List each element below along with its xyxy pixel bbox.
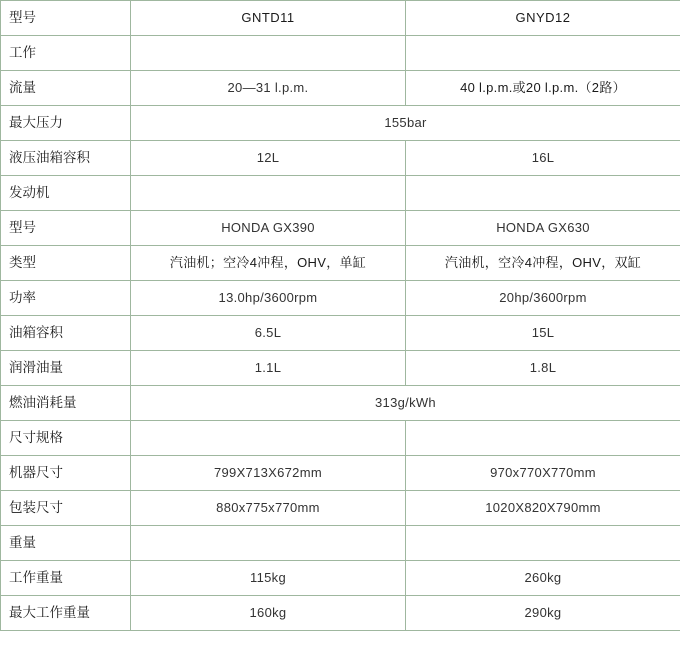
row-label-power: 功率 <box>1 281 131 316</box>
row-label-hydraulic-tank: 液压油箱容积 <box>1 141 131 176</box>
row-value-engine-type-col1: 汽油机；空冷4冲程，OHV，单缸 <box>131 246 406 281</box>
row-value-power-col1: 13.0hp/3600rpm <box>131 281 406 316</box>
table-row-hydraulic-tank <box>1 141 680 176</box>
section-row-work <box>1 36 680 71</box>
row-value-flow-col2: 40 l.p.m.或20 l.p.m.（2路） <box>406 71 680 106</box>
table-row-fuel-consumption <box>1 386 680 421</box>
row-value-package-size-col1: 880x775x770mm <box>131 491 406 526</box>
row-label-engine-type: 类型 <box>1 246 131 281</box>
row-value-fuel-consumption: 313g/kWh <box>131 386 680 421</box>
row-value-lubricant-col2: 1.8L <box>406 351 680 386</box>
table-row-fuel-tank <box>1 316 680 351</box>
row-value-power-col2: 20hp/3600rpm <box>406 281 680 316</box>
row-value-lubricant-col1: 1.1L <box>131 351 406 386</box>
row-label-max-working-weight: 最大工作重量 <box>1 596 131 631</box>
row-value-engine-model-col2: HONDA GX630 <box>406 211 680 246</box>
section-filler-dimensions-1 <box>131 421 406 456</box>
row-value-engine-model-col1: HONDA GX390 <box>131 211 406 246</box>
section-row-engine <box>1 176 680 211</box>
section-row-dimensions <box>1 421 680 456</box>
row-value-max-working-weight-col1: 160kg <box>131 596 406 631</box>
table-row-engine-model <box>1 211 680 246</box>
section-row-weight <box>1 526 680 561</box>
header-model-gnyd12: GNYD12 <box>406 1 680 36</box>
row-value-flow-col1: 20—31 l.p.m. <box>131 71 406 106</box>
row-label-package-size: 包装尺寸 <box>1 491 131 526</box>
row-value-hydraulic-tank-col2: 16L <box>406 141 680 176</box>
row-label-flow: 流量 <box>1 71 131 106</box>
row-label-fuel-consumption: 燃油消耗量 <box>1 386 131 421</box>
row-label-working-weight: 工作重量 <box>1 561 131 596</box>
row-value-fuel-tank-col2: 15L <box>406 316 680 351</box>
table-header-row <box>1 1 680 36</box>
row-value-working-weight-col1: 115kg <box>131 561 406 596</box>
specification-table-body <box>1 1 680 631</box>
table-row-working-weight <box>1 561 680 596</box>
row-label-engine-model: 型号 <box>1 211 131 246</box>
section-filler-work-2 <box>406 36 680 71</box>
table-row-max-pressure <box>1 106 680 141</box>
section-filler-engine-2 <box>406 176 680 211</box>
section-label-dimensions: 尺寸规格 <box>1 421 131 456</box>
section-label-engine: 发动机 <box>1 176 131 211</box>
row-label-machine-size: 机器尺寸 <box>1 456 131 491</box>
table-row-power <box>1 281 680 316</box>
row-value-hydraulic-tank-col1: 12L <box>131 141 406 176</box>
row-label-lubricant: 润滑油量 <box>1 351 131 386</box>
section-filler-weight-1 <box>131 526 406 561</box>
row-value-machine-size-col1: 799X713X672mm <box>131 456 406 491</box>
table-row-max-working-weight <box>1 596 680 631</box>
table-row-engine-type <box>1 246 680 281</box>
section-filler-engine-1 <box>131 176 406 211</box>
section-label-work: 工作 <box>1 36 131 71</box>
section-label-weight: 重量 <box>1 526 131 561</box>
row-value-package-size-col2: 1020X820X790mm <box>406 491 680 526</box>
table-row-package-size <box>1 491 680 526</box>
table-row-lubricant <box>1 351 680 386</box>
row-value-working-weight-col2: 260kg <box>406 561 680 596</box>
section-filler-dimensions-2 <box>406 421 680 456</box>
row-label-fuel-tank: 油箱容积 <box>1 316 131 351</box>
row-value-max-pressure: 155bar <box>131 106 680 141</box>
row-value-machine-size-col2: 970x770X770mm <box>406 456 680 491</box>
row-label-max-pressure: 最大压力 <box>1 106 131 141</box>
table-row-flow <box>1 71 680 106</box>
row-value-fuel-tank-col1: 6.5L <box>131 316 406 351</box>
table-row-machine-size <box>1 456 680 491</box>
header-label-cell: 型号 <box>1 1 131 36</box>
row-value-max-working-weight-col2: 290kg <box>406 596 680 631</box>
section-filler-work-1 <box>131 36 406 71</box>
header-model-gntd11: GNTD11 <box>131 1 406 36</box>
section-filler-weight-2 <box>406 526 680 561</box>
row-value-engine-type-col2: 汽油机，空冷4冲程，OHV，双缸 <box>406 246 680 281</box>
